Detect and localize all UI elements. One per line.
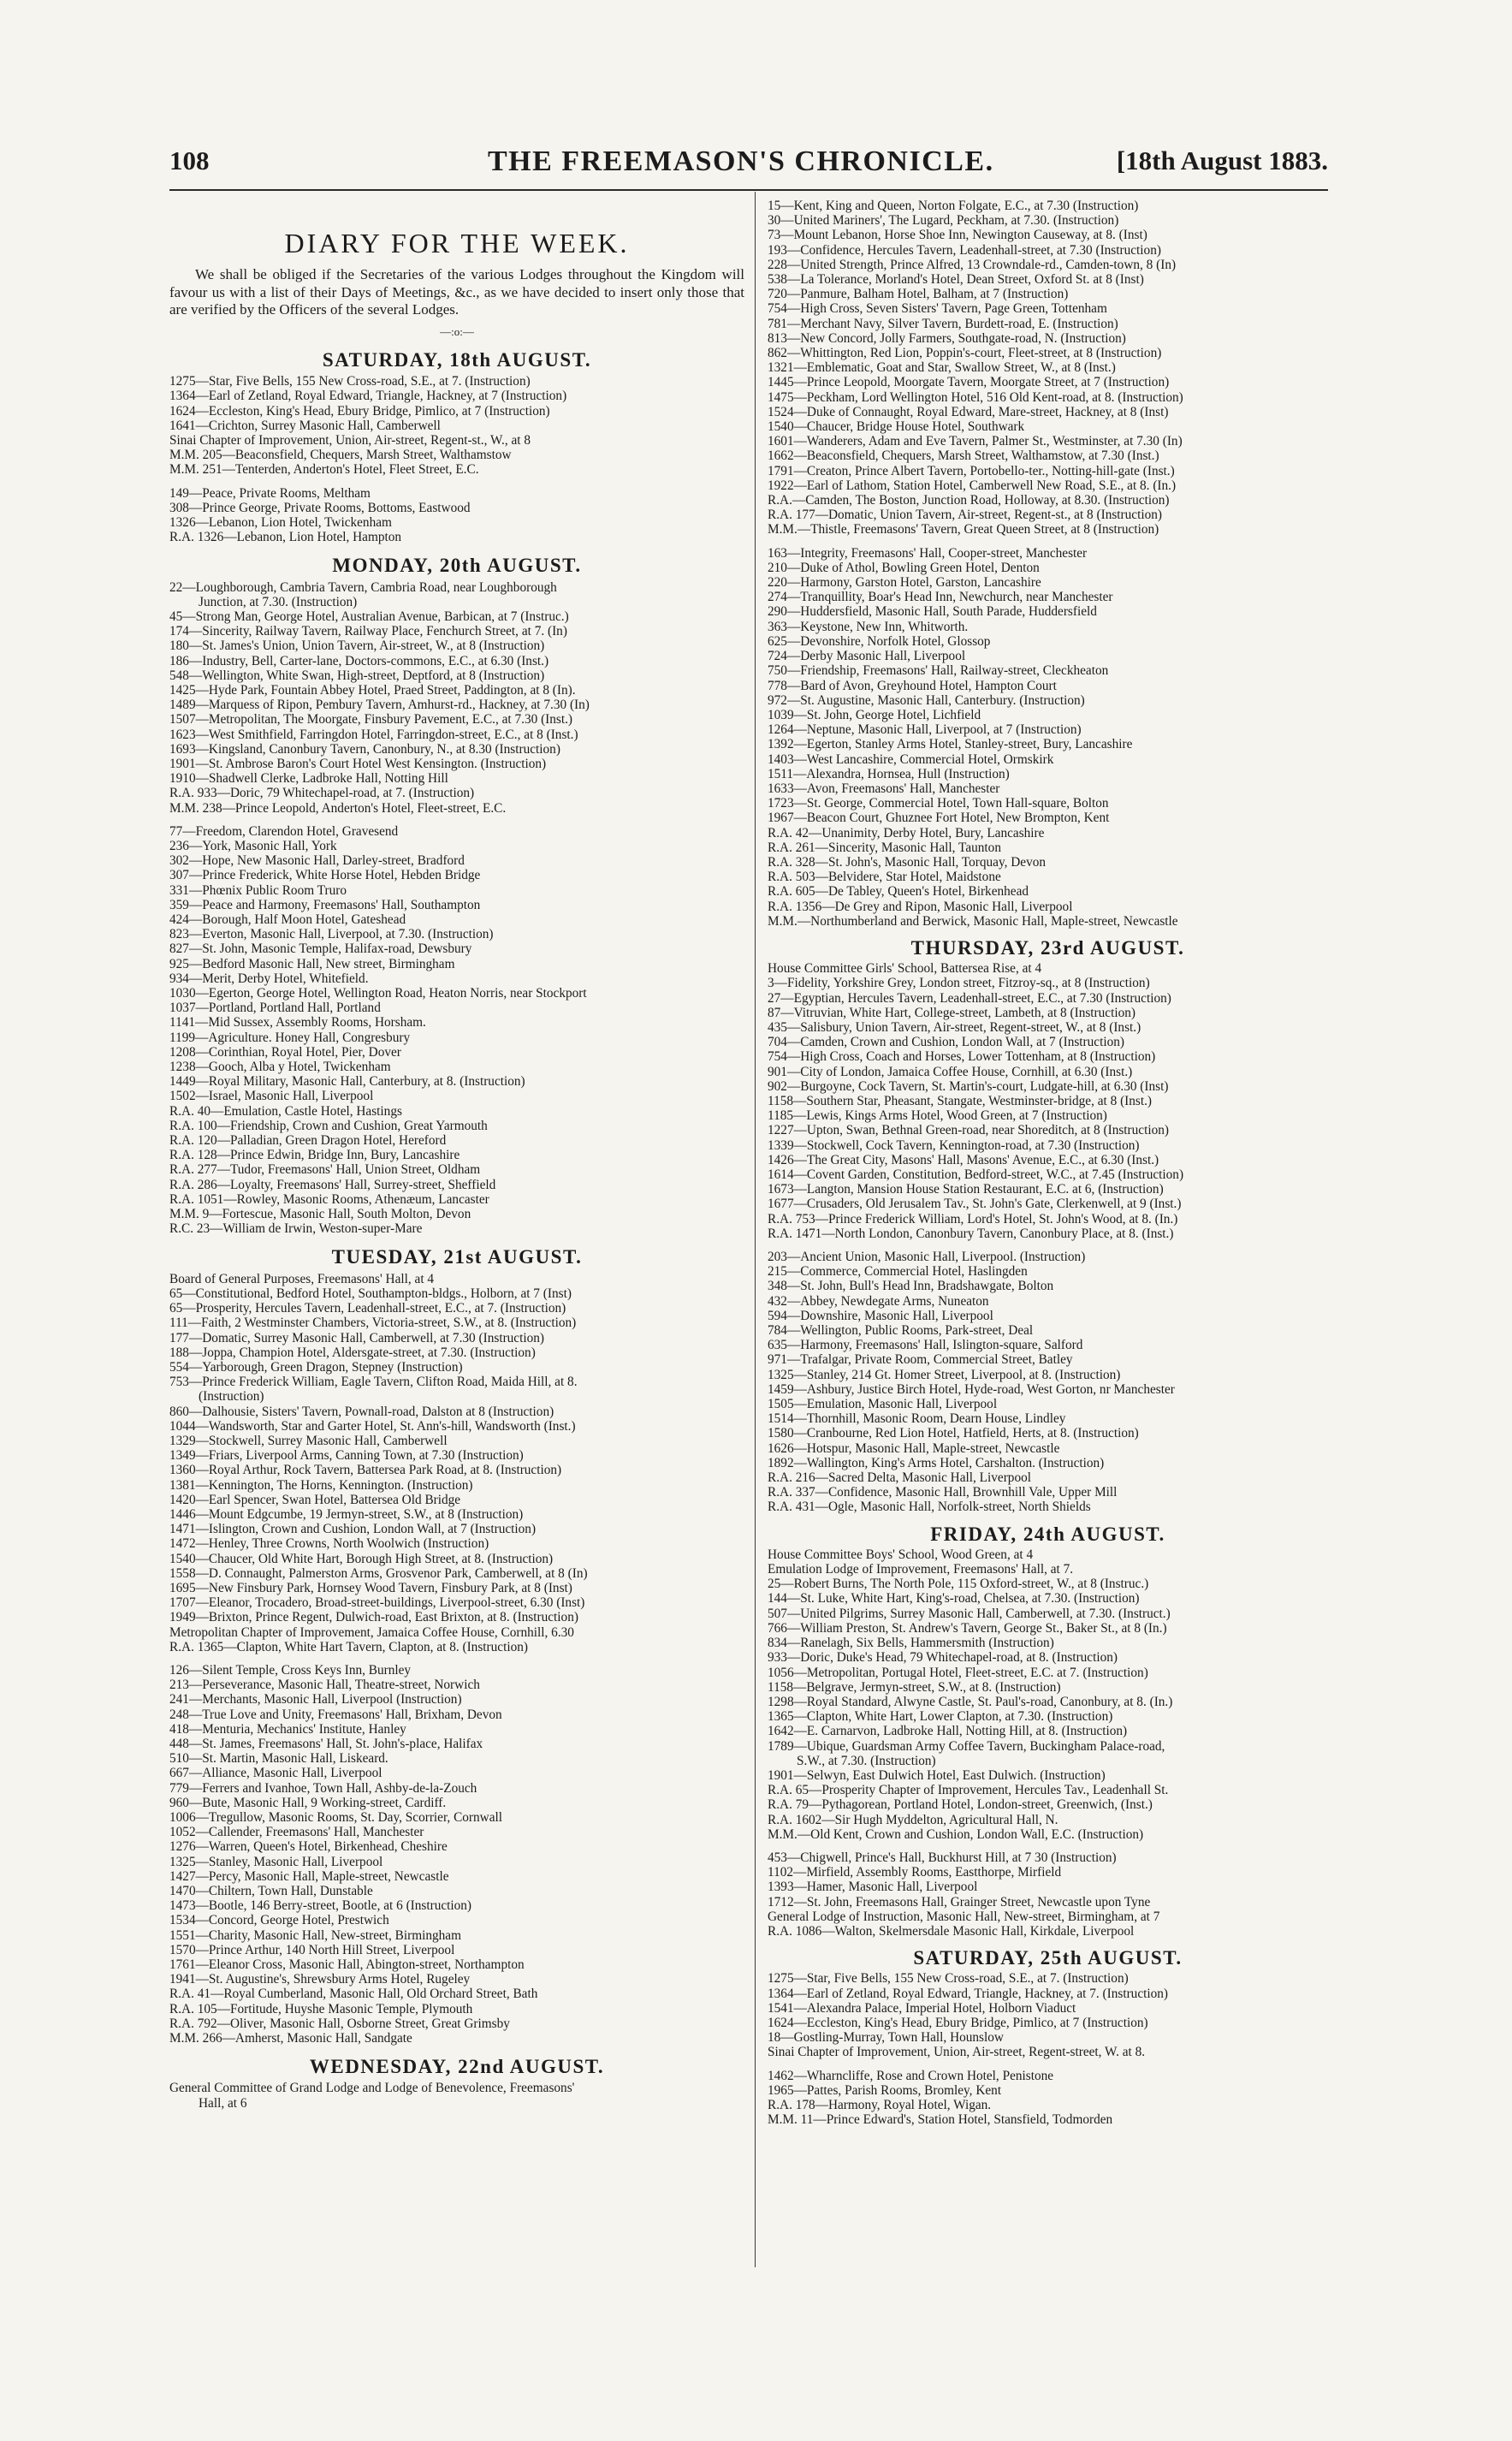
left-day-sections <box>169 348 744 2111</box>
listing-entry: 1712—St. John, Freemasons Hall, Grainger Street, Newcastle upon Tyne <box>768 1894 1151 1909</box>
listing-entry: 1761—Eleanor Cross, Masonic Hall, Abington-street, Northampton <box>169 1957 525 1973</box>
listing-entry: 901—City of London, Jamaica Coffee House, Cornhill, at 6.30 (Inst.) <box>768 1064 1133 1079</box>
listing-entry: 1445—Prince Leopold, Moorgate Tavern, Moorgate Street, at 7 (Instruction) <box>768 375 1170 390</box>
listing-entry: R.A. 128—Prince Edwin, Bridge Inn, Bury, Lancashire <box>169 1148 460 1163</box>
right-column <box>768 199 1328 2135</box>
listing-group <box>768 961 1328 1241</box>
listing-group <box>169 824 744 1237</box>
listing-entry: 241—Merchants, Masonic Hall, Liverpool (Instruction) <box>169 1692 462 1708</box>
listing-entry: 554—Yarborough, Green Dragon, Stepney (Instruction) <box>169 1359 463 1375</box>
listing-entry: 754—High Cross, Coach and Horses, Lower Tottenham, at 8 (Instruction) <box>768 1049 1156 1065</box>
listing-entry: R.A. 1086—Walton, Skelmersdale Masonic Hall, Kirkdale, Liverpool <box>768 1923 1135 1939</box>
listing-entry: M.M.—Northumberland and Berwick, Masonic Hall, Maple-street, Newcastle <box>768 913 1178 929</box>
listing-entry: 1502—Israel, Masonic Hall, Liverpool <box>169 1089 374 1104</box>
intro-paragraph: We shall be obliged if the Secretaries of the various Lodges throughout the Kingdom will favour us with a list of their Days of Meetings, &c., as we have decided to insert only those that are verified by the Officers of the several Lodges. <box>169 266 744 318</box>
listing-entry: 3—Fidelity, Yorkshire Grey, London street, Fitzroy-sq., at 8 (Instruction) <box>768 976 1150 991</box>
issue-date: [18th August 1883. <box>1116 146 1328 175</box>
listing-entry: 724—Derby Masonic Hall, Liverpool <box>768 649 966 664</box>
listing-entry: R.A. 120—Palladian, Green Dragon Hotel, Hereford <box>169 1133 447 1149</box>
listing-entry: 1056—Metropolitan, Portugal Hotel, Fleet-street, E.C. at 7. (Instruction) <box>768 1665 1148 1680</box>
listing-entry: 22—Loughborough, Cambria Tavern, Cambria Road, near Loughborough <box>169 579 557 595</box>
listing-group <box>169 374 744 477</box>
listing-entry: M.M. 11—Prince Edward's, Station Hotel, Stansfield, Todmorden <box>768 2112 1113 2128</box>
listing-entry: 1298—Royal Standard, Alwyne Castle, St. Paul's-road, Canonbury, at 8. (In.) <box>768 1694 1173 1709</box>
listing-entry: 753—Prince Frederick William, Eagle Tavern, Clifton Road, Maida Hill, at 8. <box>169 1375 578 1390</box>
listing-entry: 65—Prosperity, Hercules Tavern, Leadenhall-street, E.C., at 7. (Instruction) <box>169 1301 566 1316</box>
listing-entry: 1534—Concord, George Hotel, Prestwich <box>169 1913 389 1928</box>
listing-entry: 784—Wellington, Public Rooms, Park-street, Deal <box>768 1323 1034 1339</box>
day-heading: SATURDAY, 18th AUGUST. <box>322 348 592 371</box>
listing-entry: 750—Friendship, Freemasons' Hall, Railway-street, Cleckheaton <box>768 663 1109 679</box>
listing-entry: 1325—Stanley, 214 Gt. Homer Street, Liverpool, at 8. (Instruction) <box>768 1367 1121 1382</box>
day-heading: SATURDAY, 25th AUGUST. <box>913 1947 1183 1969</box>
listing-entry: 1039—St. John, George Hotel, Lichfield <box>768 707 981 722</box>
listing-entry: 1623—West Smithfield, Farringdon Hotel, Farringdon-street, E.C., at 8 (Inst.) <box>169 727 578 742</box>
listing-entry: 180—St. James's Union, Union Tavern, Air-street, W., at 8 (Instruction) <box>169 638 545 654</box>
listing-entry: 1185—Lewis, Kings Arms Hotel, Wood Green, at 7 (Instruction) <box>768 1108 1107 1124</box>
listing-entry: 1791—Creaton, Prince Albert Tavern, Portobello-ter., Notting-hill-gate (Inst.) <box>768 463 1175 478</box>
listing-entry: 359—Peace and Harmony, Freemasons' Hall, Southampton <box>169 897 481 912</box>
listing-entry: General Lodge of Instruction, Masonic Hall, New-street, Birmingham, at 7 <box>768 1909 1160 1924</box>
listing-entry: R.A. 1602—Sir Hugh Myddelton, Agricultural Hall, N. <box>768 1812 1058 1827</box>
listing-entry: M.M. 205—Beaconsfield, Chequers, Marsh Street, Walthamstow <box>169 448 512 463</box>
listing-group <box>768 1850 1328 1939</box>
listing-entry: R.A. 337—Confidence, Masonic Hall, Brownhill Vale, Upper Mill <box>768 1485 1118 1500</box>
listing-entry: 781—Merchant Navy, Silver Tavern, Burdett-road, E. (Instruction) <box>768 316 1118 331</box>
listing-entry: 766—William Preston, St. Andrew's Tavern, George St., Baker St., at 8 (In.) <box>768 1620 1167 1636</box>
listing-entry: 308—Prince George, Private Rooms, Bottoms, Eastwood <box>169 500 471 515</box>
listing-entry: 1462—Wharncliffe, Rose and Crown Hotel, Penistone <box>768 2068 1054 2083</box>
listing-entry: 1275—Star, Five Bells, 155 New Cross-road, S.E., at 7. (Instruction) <box>768 1971 1129 1987</box>
listing-group <box>169 580 744 816</box>
listing-entry: R.A. 1326—Lebanon, Lion Hotel, Hampton <box>169 530 402 545</box>
listing-entry: 228—United Strength, Prince Alfred, 13 Crowndale-rd., Camden-town, 8 (In) <box>768 257 1177 272</box>
listing-entry: 860—Dalhousie, Sisters' Tavern, Pownall-road, Dalston at 8 (Instruction) <box>169 1404 554 1419</box>
listing-entry: 149—Peace, Private Rooms, Meltham <box>169 485 371 501</box>
listing-entry: 1524—Duke of Connaught, Royal Edward, Mare-street, Hackney, at 8 (Inst) <box>768 404 1169 419</box>
listing-entry: 203—Ancient Union, Masonic Hall, Liverpool. (Instruction) <box>768 1250 1086 1265</box>
listing-entry: 1892—Wallington, King's Arms Hotel, Carshalton. (Instruction) <box>768 1455 1105 1470</box>
listing-entry: 1789—Ubique, Guardsman Army Coffee Tavern, Buckingham Palace-road, <box>768 1738 1165 1754</box>
listing-group <box>169 486 744 545</box>
listing-entry: 432—Abbey, Newdegate Arms, Nuneaton <box>768 1293 989 1309</box>
listing-entry: 1158—Belgrave, Jermyn-street, S.W., at 8. (Instruction) <box>768 1679 1061 1695</box>
listing-entry: 188—Joppa, Champion Hotel, Aldersgate-street, at 7.30. (Instruction) <box>169 1345 536 1360</box>
listing-entry: 1030—Egerton, George Hotel, Wellington Road, Heaton Norris, near Stockport <box>169 986 587 1001</box>
listing-entry: 448—St. James, Freemasons' Hall, St. John's-place, Halifax <box>169 1736 483 1751</box>
listing-entry: 424—Borough, Half Moon Hotel, Gateshead <box>169 912 406 928</box>
listing-entry: 925—Bedford Masonic Hall, New street, Birmingham <box>169 956 455 971</box>
listing-entry: R.A. 177—Domatic, Union Tavern, Air-street, Regent-st., at 8 (Instruction) <box>768 508 1162 523</box>
listing-entry: 507—United Pilgrims, Surrey Masonic Hall, Camberwell, at 7.30. (Instruct.) <box>768 1606 1171 1621</box>
listing-group <box>768 1547 1328 1842</box>
listing-entry: R.A. 65—Prosperity Chapter of Improvement, Hercules Tav., Leadenhall St. <box>768 1783 1169 1798</box>
listing-entry: 73—Mount Lebanon, Horse Shoe Inn, Newington Causeway, at 8. (Inst) <box>768 228 1147 243</box>
listing-entry: 1227—Upton, Swan, Bethnal Green-road, near Shoreditch, at 8 (Instruction) <box>768 1123 1169 1138</box>
listing-entry: 1626—Hotspur, Masonic Hall, Maple-street, Newcastle <box>768 1440 1060 1456</box>
listing-entry: 1910—Shadwell Clerke, Ladbroke Hall, Notting Hill <box>169 771 448 787</box>
listing-entry: 1276—Warren, Queen's Hotel, Birkenhead, Cheshire <box>169 1839 448 1855</box>
listing-entry: 1446—Mount Edgcumbe, 19 Jermyn-street, S.W., at 8 (Instruction) <box>169 1506 524 1522</box>
listing-entry: Metropolitan Chapter of Improvement, Jamaica Coffee House, Cornhill, 6.30 <box>169 1624 574 1640</box>
listing-entry: 1473—Bootle, 146 Berry-street, Bootle, at 6 (Instruction) <box>169 1898 472 1914</box>
listing-entry: R.A. 933—Doric, 79 Whitechapel-road, at 7. (Instruction) <box>169 786 475 801</box>
listing-entry: 331—Phœnix Public Room Truro <box>169 882 347 898</box>
listing-entry: House Committee Boys' School, Wood Green, at 4 <box>768 1547 1034 1562</box>
listing-entry: 779—Ferrers and Ivanhoe, Town Hall, Ashby-de-la-Zouch <box>169 1780 477 1796</box>
listing-entry: 1624—Eccleston, King's Head, Ebury Bridge, Pimlico, at 7 (Instruction) <box>768 2015 1148 2030</box>
listing-entry: 186—Industry, Bell, Carter-lane, Doctors-commons, E.C., at 6.30 (Inst.) <box>169 653 549 668</box>
listing-entry: 1321—Emblematic, Goat and Star, Swallow Street, W., at 8 (Inst.) <box>768 360 1116 376</box>
listing-entry: 87—Vitruvian, White Hart, College-street, Lambeth, at 8 (Instruction) <box>768 1005 1135 1020</box>
listing-entry: 1420—Earl Spencer, Swan Hotel, Battersea Old Bridge <box>169 1492 461 1507</box>
listing-entry: 1601—Wanderers, Adam and Eve Tavern, Palmer St., Westminster, at 7.30 (In) <box>768 434 1183 449</box>
listing-entry: 1037—Portland, Portland Hall, Portland <box>169 1001 381 1016</box>
listing-group <box>169 1663 744 2046</box>
listing-entry: 174—Sincerity, Railway Tavern, Railway Place, Fenchurch Street, at 7. (In) <box>169 624 567 639</box>
listing-entry: 1403—West Lancashire, Commercial Hotel, Ormskirk <box>768 751 1054 767</box>
listing-entry: 435—Salisbury, Union Tavern, Air-street, Regent-street, W., at 8 (Inst.) <box>768 1019 1141 1035</box>
listing-entry: 862—Whittington, Red Lion, Poppin's-court, Fleet-street, at 8 (Instruction) <box>768 346 1162 361</box>
listing-entry: 1044—Wandsworth, Star and Garter Hotel, St. Ann's-hill, Wandsworth (Inst.) <box>169 1418 576 1434</box>
listing-entry: 538—La Tolerance, Morland's Hotel, Dean Street, Oxford St. at 8 (Inst) <box>768 272 1144 288</box>
listing-entry: 15—Kent, King and Queen, Norton Folgate, E.C., at 7.30 (Instruction) <box>768 199 1139 213</box>
listing-entry: 418—Menturia, Mechanics' Institute, Hanley <box>169 1721 406 1737</box>
listing-entry: 1208—Corinthian, Royal Hotel, Pier, Dover <box>169 1044 401 1060</box>
listing-entry: Hall, at 6 <box>199 2095 247 2111</box>
listing-entry: 667—Alliance, Masonic Hall, Liverpool <box>169 1766 382 1781</box>
listing-entry: 594—Downshire, Masonic Hall, Liverpool <box>768 1308 993 1323</box>
diary-title: DIARY FOR THE WEEK. <box>284 228 630 258</box>
listing-entry: 902—Burgoyne, Cock Tavern, St. Martin's-court, Ludgate-hill, at 6.30 (Inst) <box>768 1078 1169 1094</box>
listing-entry: 302—Hope, New Masonic Hall, Darley-street, Bradford <box>169 853 465 869</box>
listing-entry: 210—Duke of Athol, Bowling Green Hotel, Denton <box>768 560 1040 575</box>
listing-entry: 1349—Friars, Liverpool Arms, Canning Town, at 7.30 (Instruction) <box>169 1448 524 1464</box>
listing-entry: 510—St. Martin, Masonic Hall, Liskeard. <box>169 1751 388 1767</box>
listing-entry: 1507—Metropolitan, The Moorgate, Finsbury Pavement, E.C., at 7.30 (Inst.) <box>169 712 573 728</box>
listing-entry: 1695—New Finsbury Park, Hornsey Wood Tavern, Finsbury Park, at 8 (Inst) <box>169 1580 572 1595</box>
right-day-sections <box>768 936 1328 2128</box>
listing-entry: 778—Bard of Avon, Greyhound Hotel, Hampton Court <box>768 678 1057 693</box>
listing-entry: R.A. 40—Emulation, Castle Hotel, Hastings <box>169 1103 402 1119</box>
day-heading: WEDNESDAY, 22nd AUGUST. <box>309 2056 605 2078</box>
listing-entry: 1472—Henley, Three Crowns, North Woolwich (Instruction) <box>169 1536 489 1552</box>
listing-entry: 1949—Brixton, Prince Regent, Dulwich-road, East Brixton, at 8. (Instruction) <box>169 1610 578 1625</box>
listing-entry: 1580—Cranbourne, Red Lion Hotel, Hatfield, Herts, at 8. (Instruction) <box>768 1426 1139 1441</box>
listing-entry: 213—Perseverance, Masonic Hall, Theatre-street, Norwich <box>169 1678 480 1693</box>
listing-entry: M.M. 238—Prince Leopold, Anderton's Hotel, Fleet-street, E.C. <box>169 800 507 816</box>
listing-entry: 548—Wellington, White Swan, High-street, Deptford, at 8 (Instruction) <box>169 668 545 683</box>
listing-entry: M.M. 251—Tenterden, Anderton's Hotel, Fleet Street, E.C. <box>169 462 479 478</box>
listing-entry: 1325—Stanley, Masonic Hall, Liverpool <box>169 1854 383 1869</box>
listing-entry: 1329—Stockwell, Surrey Masonic Hall, Camberwell <box>169 1433 448 1448</box>
listing-entry: 1459—Ashbury, Justice Birch Hotel, Hyde-road, West Gorton, nr Manchester <box>768 1381 1175 1397</box>
listing-entry: R.A. 178—Harmony, Royal Hotel, Wigan. <box>768 2097 992 2112</box>
ornament-separator: —:o:— <box>440 324 474 338</box>
listing-entry: 1470—Chiltern, Town Hall, Dunstable <box>169 1884 373 1899</box>
listing-entry: 1967—Beacon Court, Ghuznee Fort Hotel, New Brompton, Kent <box>768 811 1110 826</box>
listing-entry: R.A. 100—Friendship, Crown and Cushion, Great Yarmouth <box>169 1118 488 1133</box>
listing-entry: 1707—Eleanor, Trocadero, Broad-street-buildings, Liverpool-street, 6.30 (Inst) <box>169 1595 585 1611</box>
listing-entry: 1922—Earl of Lathom, Station Hotel, Camberwell New Road, S.E., at 8. (In.) <box>768 478 1177 493</box>
listing-entry: 1393—Hamer, Masonic Hall, Liverpool <box>768 1880 978 1895</box>
listing-entry: 1264—Neptune, Masonic Hall, Liverpool, at 7 (Instruction) <box>768 722 1082 738</box>
listing-entry: 1426—The Great City, Masons' Hall, Masons' Avenue, E.C., at 6.30 (Inst.) <box>768 1152 1159 1167</box>
column-divider <box>755 192 756 2267</box>
listing-entry: 1052—Callender, Freemasons' Hall, Manchester <box>169 1825 424 1840</box>
listing-entry: R.A. 431—Ogle, Masonic Hall, Norfolk-street, North Shields <box>768 1500 1091 1515</box>
listing-entry: 274—Tranquillity, Boar's Head Inn, Newchurch, near Manchester <box>768 590 1113 605</box>
listing-entry: (Instruction) <box>199 1389 264 1405</box>
listing-entry: 934—Merit, Derby Hotel, Whitefield. <box>169 971 369 986</box>
listing-entry: R.A. 1356—De Grey and Ripon, Masonic Hall, Liverpool <box>768 899 1073 914</box>
listing-entry: 348—St. John, Bull's Head Inn, Bradshawgate, Bolton <box>768 1279 1054 1294</box>
listing-entry: 163—Integrity, Freemasons' Hall, Cooper-street, Manchester <box>768 545 1088 561</box>
day-heading: THURSDAY, 23rd AUGUST. <box>910 936 1185 959</box>
listing-group <box>169 2081 744 2110</box>
listing-entry: 18—Gostling-Murray, Town Hall, Hounslow <box>768 2030 1004 2046</box>
listing-entry: R.A. 261—Sincerity, Masonic Hall, Taunton <box>768 840 1001 855</box>
day-heading: FRIDAY, 24th AUGUST. <box>930 1523 1165 1545</box>
listing-entry: R.A. 1365—Clapton, White Hart Tavern, Clapton, at 8. (Instruction) <box>169 1639 528 1654</box>
listing-entry: 1199—Agriculture. Honey Hall, Congresbury <box>169 1030 411 1045</box>
listing-entry: 1365—Clapton, White Hart, Lower Clapton, at 7.30. (Instruction) <box>768 1709 1113 1725</box>
listing-entry: 1901—St. Ambrose Baron's Court Hotel West Kensington. (Instruction) <box>169 756 547 771</box>
listing-entry: R.A. 753—Prince Frederick William, Lord's Hotel, St. John's Wood, at 8. (In.) <box>768 1211 1178 1226</box>
publication-title: THE FREEMASON'S CHRONICLE. <box>488 146 994 177</box>
listing-entry: 1693—Kingsland, Canonbury Tavern, Canonbury, N., at 8.30 (Instruction) <box>169 741 560 757</box>
listing-entry: 720—Panmure, Balham Hotel, Balham, at 7 (Instruction) <box>768 287 1069 302</box>
listing-entry: 1673—Langton, Mansion House Station Restaurant, E.C. at 6, (Instruction) <box>768 1182 1164 1197</box>
listing-entry: 144—St. Luke, White Hart, King's-road, Chelsea, at 7.30. (Instruction) <box>768 1591 1140 1607</box>
listing-entry: 25—Robert Burns, The North Pole, 115 Oxford-street, W., at 8 (Instruc.) <box>768 1577 1149 1592</box>
listing-entry: 1489—Marquess of Ripon, Pembury Tavern, Amhurst-rd., Hackney, at 7.30 (In) <box>169 698 590 713</box>
listing-entry: 1511—Alexandra, Hornsea, Hull (Instruction) <box>768 766 1010 781</box>
listing-entry: 1427—Percy, Masonic Hall, Maple-street, Newcastle <box>169 1868 449 1884</box>
listing-entry: 971—Trafalgar, Private Room, Commercial Street, Batley <box>768 1352 1073 1368</box>
listing-entry: 1364—Earl of Zetland, Royal Edward, Triangle, Hackney, at 7 (Instruction) <box>169 389 567 404</box>
listing-entry: 1238—Gooch, Alba y Hotel, Twickenham <box>169 1060 391 1075</box>
listing-entry: General Committee of Grand Lodge and Lodge of Benevolence, Freemasons' <box>169 2081 575 2096</box>
listing-entry: 1471—Islington, Crown and Cushion, London Wall, at 7 (Instruction) <box>169 1522 537 1537</box>
listing-entry: M.M.—Old Kent, Crown and Cushion, London Wall, E.C. (Instruction) <box>768 1826 1144 1842</box>
listing-entry: 704—Camden, Crown and Cushion, London Wall, at 7 (Instruction) <box>768 1035 1124 1050</box>
listing-entry: 1965—Pattes, Parish Rooms, Bromley, Kent <box>768 2082 1002 2098</box>
listing-entry: 1339—Stockwell, Cock Tavern, Kennington-road, at 7.30 (Instruction) <box>768 1137 1140 1153</box>
listing-group <box>169 1272 744 1654</box>
listing-entry: R.A. 503—Belvidere, Star Hotel, Maidstone <box>768 870 1001 885</box>
listing-entry: R.A. 328—St. John's, Masonic Hall, Torquay, Devon <box>768 854 1047 870</box>
listing-entry: 1505—Emulation, Masonic Hall, Liverpool <box>768 1397 998 1412</box>
listing-entry: M.M. 9—Fortescue, Masonic Hall, South Molton, Devon <box>169 1207 471 1222</box>
listing-entry: R.A. 216—Sacred Delta, Masonic Hall, Liverpool <box>768 1470 1031 1486</box>
listing-entry: 1633—Avon, Freemasons' Hall, Manchester <box>768 781 1000 796</box>
listing-entry: 1006—Tregullow, Masonic Rooms, St. Day, Scorrier, Cornwall <box>169 1810 503 1825</box>
listing-entry: 1475—Peckham, Lord Wellington Hotel, 516 Old Kent-road, at 8. (Instruction) <box>768 389 1183 405</box>
listing-group <box>768 2069 1328 2128</box>
listing-entry: 177—Domatic, Surrey Masonic Hall, Camberwell, at 7.30 (Instruction) <box>169 1330 544 1345</box>
listing-entry: 1614—Covent Garden, Constitution, Bedford-street, W.C., at 7.45 (Instruction) <box>768 1167 1184 1182</box>
listing-entry: 933—Doric, Duke's Head, 79 Whitechapel-road, at 8. (Instruction) <box>768 1650 1118 1666</box>
listing-entry: House Committee Girls' School, Battersea Rise, at 4 <box>768 961 1042 977</box>
listing-entry: 453—Chigwell, Prince's Hall, Buckhurst Hill, at 7 30 (Instruction) <box>768 1850 1117 1865</box>
listing-entry: 1624—Eccleston, King's Head, Ebury Bridge, Pimlico, at 7 (Instruction) <box>169 403 550 419</box>
listing-entry: Emulation Lodge of Improvement, Freemasons' Hall, at 7. <box>768 1562 1074 1577</box>
listing-entry: 193—Confidence, Hercules Tavern, Leadenhall-street, at 7.30 (Instruction) <box>768 242 1161 258</box>
page-number: 108 <box>169 146 210 175</box>
listing-entry: R.A. 41—Royal Cumberland, Masonic Hall, Old Orchard Street, Bath <box>169 1987 538 2002</box>
listing-entry: 1901—Selwyn, East Dulwich Hotel, East Dulwich. (Instruction) <box>768 1767 1106 1783</box>
listing-entry: 30—United Mariners', The Lugard, Peckham, at 7.30. (Instruction) <box>768 213 1119 229</box>
listing-entry: R.A.—Camden, The Boston, Junction Road, Holloway, at 8.30. (Instruction) <box>768 493 1170 508</box>
listing-entry: 1642—E. Carnarvon, Ladbroke Hall, Notting Hill, at 8. (Instruction) <box>768 1724 1128 1739</box>
listing-entry: 1677—Crusaders, Old Jerusalem Tav., St. John's Gate, Clerkenwell, at 9 (Inst.) <box>768 1197 1182 1212</box>
listing-entry: 625—Devonshire, Norfolk Hotel, Glossop <box>768 633 991 649</box>
listing-entry: 363—Keystone, New Inn, Whitworth. <box>768 619 969 634</box>
listing-entry: 45—Strong Man, George Hotel, Australian Avenue, Barbican, at 7 (Instruc.) <box>169 609 569 624</box>
listing-entry: 827—St. John, Masonic Temple, Halifax-road, Dewsbury <box>169 941 472 957</box>
listing-entry: 1514—Thornhill, Masonic Room, Dearn House, Lindley <box>768 1411 1066 1427</box>
listing-entry: 1360—Royal Arthur, Rock Tavern, Battersea Park Road, at 8. (Instruction) <box>169 1463 562 1478</box>
listing-entry: R.C. 23—William de Irwin, Weston-super-Mare <box>169 1221 423 1237</box>
listing-entry: 1425—Hyde Park, Fountain Abbey Hotel, Praed Street, Paddington, at 8 (In). <box>169 682 576 698</box>
listing-entry: R.A. 286—Loyalty, Freemasons' Hall, Surrey-street, Sheffield <box>169 1177 496 1192</box>
listing-entry: R.A. 79—Pythagorean, Portland Hotel, London-street, Greenwich, (Inst.) <box>768 1797 1153 1813</box>
listing-entry: 236—York, Masonic Hall, York <box>169 839 337 853</box>
day-heading: TUESDAY, 21st AUGUST. <box>331 1246 583 1268</box>
listing-entry: 126—Silent Temple, Cross Keys Inn, Burnley <box>169 1662 412 1678</box>
listing-entry: R.A. 277—Tudor, Freemasons' Hall, Union Street, Oldham <box>169 1162 481 1178</box>
listing-entry: R.A. 1471—North London, Canonbury Tavern, Canonbury Place, at 8. (Inst.) <box>768 1226 1174 1241</box>
listing-entry: 1381—Kennington, The Horns, Kennington. (Instruction) <box>169 1477 473 1493</box>
listing-entry: 1540—Chaucer, Old White Hart, Borough High Street, at 8. (Instruction) <box>169 1551 554 1566</box>
listing-entry: 1141—Mid Sussex, Assembly Rooms, Horsham. <box>169 1015 426 1030</box>
listing-entry: 307—Prince Frederick, White Horse Hotel, Hebden Bridge <box>169 868 481 883</box>
listing-entry: 1364—Earl of Zetland, Royal Edward, Triangle, Hackney, at 7. (Instruction) <box>768 1986 1168 2001</box>
listing-entry: 1275—Star, Five Bells, 155 New Cross-road, S.E., at 7. (Instruction) <box>169 374 531 389</box>
listing-entry: 1102—Mirfield, Assembly Rooms, Eastthorpe, Mirfield <box>768 1865 1062 1880</box>
listing-entry: 1570—Prince Arthur, 140 North Hill Street, Liverpool <box>169 1942 455 1957</box>
listing-entry: 1941—St. Augustine's, Shrewsbury Arms Hotel, Rugeley <box>169 1972 471 1987</box>
listing-entry: 215—Commerce, Commercial Hotel, Haslingden <box>768 1264 1028 1280</box>
listing-entry: Sinai Chapter of Improvement, Union, Air-street, Regent-street, W. at 8. <box>768 2045 1146 2060</box>
listing-entry: R.A. 1051—Rowley, Masonic Rooms, Athenæum, Lancaster <box>169 1191 489 1207</box>
listing-group <box>768 1250 1328 1515</box>
listing-entry: S.W., at 7.30. (Instruction) <box>797 1753 936 1768</box>
listing-entry: R.A. 605—De Tabley, Queen's Hotel, Birkenhead <box>768 884 1029 900</box>
listing-entry: 972—St. Augustine, Masonic Hall, Canterbury. (Instruction) <box>768 692 1085 708</box>
header-rule <box>169 189 1328 191</box>
listing-entry: Board of General Purposes, Freemasons' Hall, at 4 <box>169 1271 435 1286</box>
listing-entry: 1326—Lebanon, Lion Hotel, Twickenham <box>169 514 392 530</box>
listing-entry: M.M.—Thistle, Freemasons' Tavern, Great Queen Street, at 8 (Instruction) <box>768 522 1159 537</box>
listing-entry: 1662—Beaconsfield, Chequers, Marsh Street, Walthamstow, at 7.30 (Inst.) <box>768 448 1159 464</box>
listing-entry: Junction, at 7.30. (Instruction) <box>199 594 358 609</box>
listing-group <box>768 546 1328 929</box>
day-heading: MONDAY, 20th AUGUST. <box>332 555 582 577</box>
listing-entry: 1540—Chaucer, Bridge House Hotel, Southwark <box>768 419 1025 435</box>
listing-entry: 1158—Southern Star, Pheasant, Stangate, Westminster-bridge, at 8 (Inst.) <box>768 1093 1153 1108</box>
listing-entry: 834—Ranelagh, Six Bells, Hammersmith (Instruction) <box>768 1636 1054 1651</box>
listing-entry: 1551—Charity, Masonic Hall, New-street, Birmingham <box>169 1927 461 1943</box>
listing-entry: R.A. 105—Fortitude, Huyshe Masonic Temple, Plymouth <box>169 2001 473 2016</box>
continued-listings <box>768 199 1328 929</box>
listing-entry: 823—Everton, Masonic Hall, Liverpool, at 7.30. (Instruction) <box>169 927 494 942</box>
listing-entry: 1558—D. Connaught, Palmerston Arms, Grosvenor Park, Camberwell, at 8 (In) <box>169 1565 588 1581</box>
listing-entry: 635—Harmony, Freemasons' Hall, Islington-square, Salford <box>768 1338 1083 1353</box>
listing-entry: 1641—Crichton, Surrey Masonic Hall, Camberwell <box>169 418 441 433</box>
listing-entry: 220—Harmony, Garston Hotel, Garston, Lancashire <box>768 575 1041 591</box>
listing-entry: 65—Constitutional, Bedford Hotel, Southampton-bldgs., Holborn, at 7 (Inst) <box>169 1286 572 1301</box>
left-column <box>169 199 744 2119</box>
listing-entry: 754—High Cross, Seven Sisters' Tavern, Page Green, Tottenham <box>768 301 1107 317</box>
listing-entry: R.A. 792—Oliver, Masonic Hall, Osborne Street, Great Grimsby <box>169 2016 510 2031</box>
listing-entry: R.A. 42—Unanimity, Derby Hotel, Bury, Lancashire <box>768 825 1045 840</box>
listing-entry: 77—Freedom, Clarendon Hotel, Gravesend <box>169 823 399 839</box>
listing-entry: M.M. 266—Amherst, Masonic Hall, Sandgate <box>169 2031 412 2046</box>
listing-entry: 1449—Royal Military, Masonic Hall, Canterbury, at 8. (Instruction) <box>169 1074 525 1090</box>
listing-entry: 111—Faith, 2 Westminster Chambers, Victoria-street, S.W., at 8. (Instruction) <box>169 1316 577 1331</box>
listing-group <box>768 1971 1328 2059</box>
listing-entry: 27—Egyptian, Hercules Tavern, Leadenhall-street, E.C., at 7.30 (Instruction) <box>768 990 1171 1006</box>
listing-group <box>768 199 1328 537</box>
listing-entry: 290—Huddersfield, Masonic Hall, South Parade, Huddersfield <box>768 604 1097 620</box>
listing-entry: Sinai Chapter of Improvement, Union, Air-street, Regent-st., W., at 8 <box>169 432 531 448</box>
listing-entry: 960—Bute, Masonic Hall, 9 Working-street, Cardiff. <box>169 1795 447 1810</box>
listing-entry: 1392—Egerton, Stanley Arms Hotel, Stanley-street, Bury, Lancashire <box>768 737 1133 752</box>
listing-entry: 1723—St. George, Commercial Hotel, Town Hall-square, Bolton <box>768 796 1109 811</box>
listing-entry: 813—New Concord, Jolly Farmers, Southgate-road, N. (Instruction) <box>768 330 1126 346</box>
listing-entry: 1541—Alexandra Palace, Imperial Hotel, Holborn Viaduct <box>768 2000 1076 2016</box>
page-header <box>169 146 1328 187</box>
listing-entry: 248—True Love and Unity, Freemasons' Hall, Brixham, Devon <box>169 1707 502 1722</box>
